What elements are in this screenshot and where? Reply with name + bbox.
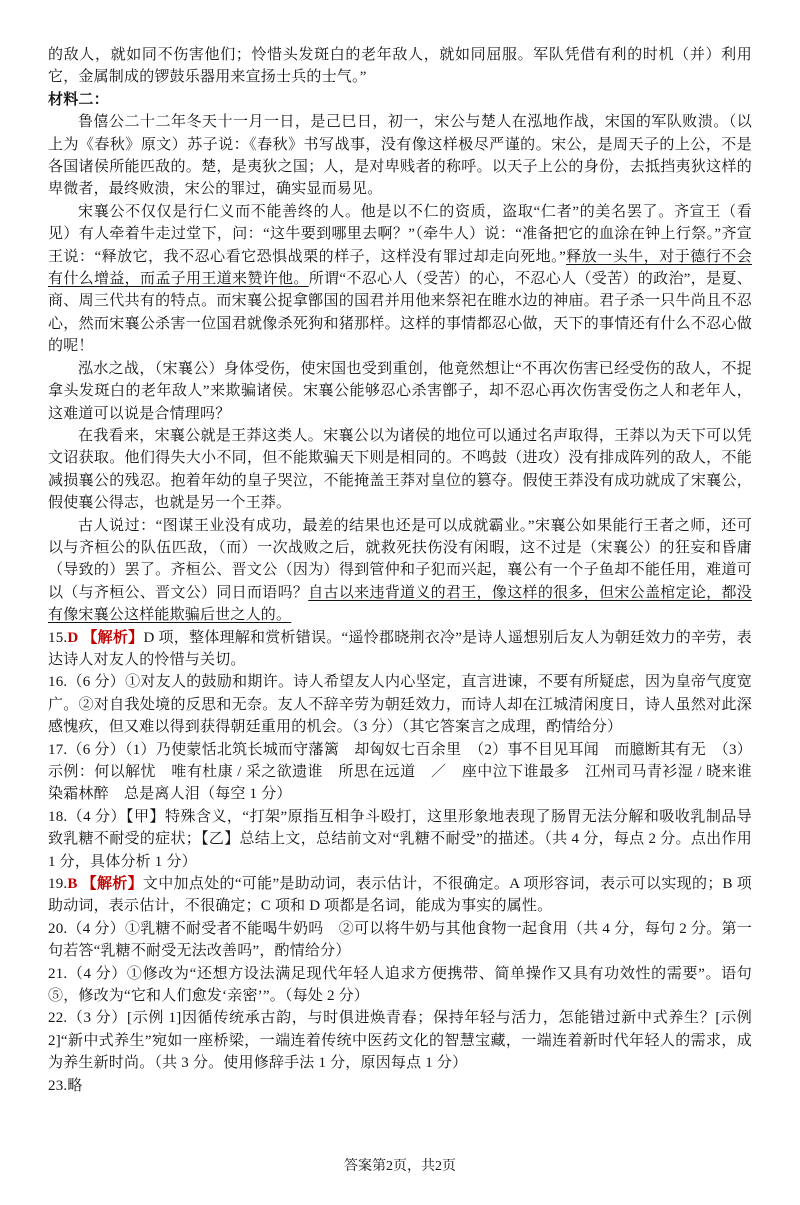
paragraph-chunqiu-commentary: 鲁僖公二十二年冬天十一月一日，是己巳日，初一，宋公与楚人在泓地作战，宋国的军队败溃。（以上为《春秋》原文）苏子说：《春秋》书写战事，没有像这样极尽严谨的。宋公，是周天子的上公，不是各国诸侯所能匹敌的。楚，是夷狄之国；人，是对卑贱者的称呼。以天子上公的身份，去抵挡夷狄这样的卑微者，最终败溃，宋公的罪过，确实显而易见。 (48, 114, 752, 198)
paragraph-ancients-saying (48, 515, 752, 627)
answer-18: 18.（4 分）【甲】特殊含义，“打架”原指互相争斗殴打，这里形象地表现了肠胃无法分解和吸收乳制品导致乳糖不耐受的症状；【乙】总结上文，总结前文对“乳糖不耐受”的描述。（共 4 分，每点 2 分。点出作用 1 分，具体分析 1 分） (48, 808, 752, 870)
paragraph-text: 所谓“不忍心人（受苦）的心，不忍心人（受苦）的政治”，是夏、商、周三代共有的特点。而宋襄公捉拿鄫国的国君并用他来祭祀在睢水边的神庙。君子杀一只牛尚且不忍心，然而宋襄公杀害一位国君就像杀死狗和猪那样。这样的事情都忍心做，天下的事情还有什么不忍心做的呢！ (48, 271, 752, 355)
answer-19 (48, 873, 752, 918)
paragraph-hongshui-battle: 泓水之战，（宋襄公）身体受伤，使宋国也受到重创，他竟然想让“不再次伤害已经受伤的敌人，不捉拿头发斑白的老年敌人”来欺骗诸侯。宋襄公能够忍心杀害鄫子，却不忍心再次伤害受伤之人和老年人，这难道可以说是合情理吗？ (48, 360, 752, 422)
answer-22: 22.（3 分）[示例 1]因循传统承古韵，与时俱进焕青春；保持年轻与活力，怎能错过新中式养生？[示例 2]“新中式养生”宛如一座桥梁，一端连着传统中医药文化的智慧宝藏，一端连着新时代年轻人的需求，成为养生新时尚。（共 3 分。使用修辞手法 1 分，原因每点 1 分） (48, 1010, 752, 1072)
answer-letter: D (67, 629, 83, 646)
paragraph-text: 古人说过：“图谋王业没有成功，最差的结果也还是可以成就霸业。”宋襄公如果能行王者之师，还可以与齐桓公的队伍匹敌，（而）一次战败之后，就救死扶伤没有闲暇，这不过是（宋襄公）的狂妄和昏庸（导致的）罢了。齐桓公、晋文公（因为）得到管仲和子犯而兴起，襄公有一个子鱼却不能任用，难道可以（与齐桓公、晋文公）同日而语吗？ (48, 517, 752, 601)
answer-17: 17.（6 分）（1）乃使蒙恬北筑长城而守藩篱 却匈奴七百余里 （2）事不目见耳闻 而臆断其有无 （3）示例：何以解忧 唯有杜康 / 采之欲遗谁 所思在远道 ／ 座中泣下谁最多 江州司马青衫湿 / 晓来谁染霜林醉 总是离人泪（每空 1 分） (48, 741, 752, 803)
answer-body: 文中加点处的“可能”是助动词，表示估计，不很确定。A 项形容词，表示可以实现的；B 项助动词，表示估计，不很确定；C 项和 D 项都是名词，能成为事实的属性。 (48, 876, 752, 915)
answer-21: 21.（4 分）①修改为“还想方设法满足现代年轻人追求方便携带、简单操作又具有功效性的需要”。语句⑤，修改为“它和人们愈发‘亲密’”。（每处 2 分） (48, 965, 752, 1005)
paragraph-wangmang-comparison: 在我看来，宋襄公就是王莽这类人。宋襄公以为诸侯的地位可以通过名声取得，王莽以为天下可以凭文诏获取。他们得失大小不同，但不能欺骗天下则是相同的。不鸣鼓（进攻）没有排成阵列的敌人，不能减损襄公的残忍。抱着年幼的皇子哭泣，不能掩盖王莽对皇位的篡夺。假使王莽没有成功就成了宋襄公，假使襄公得志，也就是另一个王莽。 (48, 427, 752, 512)
page-footer: 答案第2页，共2页 (344, 1159, 456, 1174)
analysis-tag: 【解析】 (81, 876, 143, 893)
answer-23: 23.略 (48, 1077, 83, 1094)
answer-body: D 项，整体理解和赏析错误。“遥怜郡晓荆衣冷”是诗人遥想别后友人为朝廷效力的辛劳，表达诗人对友人的怜惜与关切。 (48, 629, 752, 668)
answer-15 (48, 627, 752, 672)
underlined-sentence-ox: 释放一头牛，对于德行不会有什么增益，而孟子用王道来赞许他。 (48, 248, 752, 288)
answer-20: 20.（4 分）①乳糖不耐受者不能喝牛奶吗 ②可以将牛奶与其他食物一起食用（共 4 分，每句 2 分。第一句若答“乳糖不耐受无法改善吗”，酌情给分） (48, 920, 752, 960)
paragraph-translation-continuation: 的敌人，就如同不伤害他们；怜惜头发斑白的老年敌人，就如同屈服。军队凭借有利的时机（并）利用它，金属制成的锣鼓乐器用来宣扬士兵的士气。” (48, 47, 752, 86)
answer-number: 19. (48, 876, 68, 893)
paragraph-songxianggong-benevolence (48, 201, 752, 358)
underlined-sentence-deceive-posterity: 自古以来违背道义的君王，像这样的很多，但宋公盖棺定论，都没有像宋襄公这样能欺骗后世之人的。 (48, 584, 752, 624)
material-two-heading: 材料二： (48, 91, 109, 108)
analysis-tag: 【解析】 (82, 629, 144, 646)
answer-number: 15. (48, 629, 68, 646)
paragraph-text: 宋襄公不仅仅是行仁义而不能善终的人。他是以不仁的资质，盗取“仁者”的美名罢了。齐宣王（看见）有人牵着牛走过堂下，问：“这牛要到哪里去啊？”（牵牛人）说：“准备把它的血涂在钟上行祭。”齐宣王说：“释放它，我不忍心看它恐惧战栗的样子，这样没有罪过却走向死地。” (48, 203, 752, 265)
answer-16: 16.（6 分）①对友人的鼓励和期许。诗人希望友人内心坚定，直言进谏，不要有所疑虑，因为皇帝气度宽广。②对自我处境的反思和无奈。友人不辞辛劳为朝廷效力，而诗人却在江城清闲度日，诗人虽然对此深感愧疚，但又难以得到获得朝廷重用的机会。（3 分）（其它答案言之成理，酌情给分） (48, 674, 752, 736)
answer-letter: B (67, 876, 82, 893)
